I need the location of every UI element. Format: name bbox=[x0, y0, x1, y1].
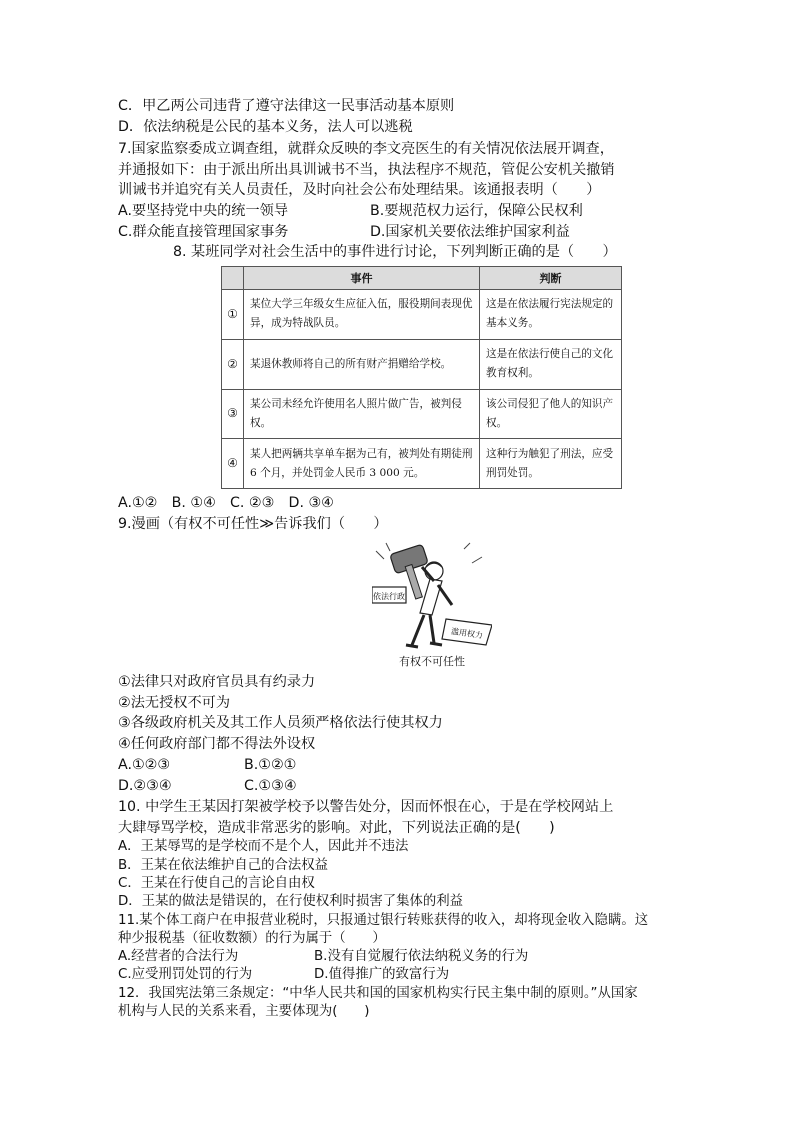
row-event: 某退休教师将自己的所有财产捐赠给学校。 bbox=[244, 339, 480, 389]
table-header-judgement: 判断 bbox=[480, 267, 622, 290]
cartoon-sign-left: 依法行政 bbox=[373, 592, 405, 601]
cartoon-sign-right: 滥用权力 bbox=[450, 626, 484, 641]
q9-option-a: A.①②③ bbox=[118, 757, 171, 773]
q10-option-b: B．王某在依法维护自己的合法权益 bbox=[118, 858, 329, 873]
q9-statement-4: ④任何政府部门都不得法外设权 bbox=[118, 736, 316, 752]
q7-option-a: A.要坚持党中央的统一领导 bbox=[118, 203, 289, 219]
row-judgement: 该公司侵犯了他人的知识产权。 bbox=[480, 389, 622, 439]
row-judgement: 这是在依法履行宪法规定的基本义务。 bbox=[480, 290, 622, 340]
row-event: 某人把两辆共享单车据为己有，被判处有期徒刑 6 个月，并处罚金人民币 3 000 元。 bbox=[244, 439, 480, 489]
q7-stem-line-2: 并通报如下：由于派出所出具训诫书不当，执法程序不规范，管促公安机关撤销 bbox=[118, 162, 615, 178]
row-judgement: 这是在依法行使自己的文化教育权利。 bbox=[480, 339, 622, 389]
row-number: ④ bbox=[222, 439, 244, 489]
table-row bbox=[222, 389, 622, 439]
q9-option-b: B.①②① bbox=[244, 757, 297, 773]
q9-statement-2: ②法无授权不可为 bbox=[118, 695, 231, 711]
q11-option-c: C.应受刑罚处罚的行为 bbox=[118, 967, 253, 982]
q10-stem-line-2: 大肆辱骂学校，造成非常恶劣的影响。对此，下列说法正确的是( ) bbox=[118, 820, 555, 836]
q11-stem-line-2: 种少报税基（征收数额）的行为属于（ ） bbox=[118, 931, 386, 946]
q9-option-c: C.①③④ bbox=[244, 778, 297, 794]
q7-option-c: C.群众能直接管理国家事务 bbox=[118, 224, 289, 240]
q11-option-d: D.值得推广的致富行为 bbox=[314, 967, 450, 982]
q11-option-b: B.没有自觉履行依法纳税义务的行为 bbox=[314, 949, 529, 964]
table-row bbox=[222, 290, 622, 340]
table-row bbox=[222, 339, 622, 389]
q9-statement-3: ③各级政府机关及其工作人员须严格依法行使其权力 bbox=[118, 715, 443, 731]
q7-stem-line-3: 训诫书并追究有关人员责任，及时向社会公布处理结果。该通报表明（ ） bbox=[118, 182, 601, 198]
q9-stem: 9.漫画（有权不可任性≫告诉我们（ ） bbox=[118, 516, 388, 532]
table-header-event: 事件 bbox=[244, 267, 480, 290]
q10-option-a: A．王某辱骂的是学校而不是个人，因此并不违法 bbox=[118, 839, 409, 854]
q12-stem-line-2: 机构与人民的关系来看，主要体现为( ) bbox=[118, 1004, 370, 1019]
event-judgement-table bbox=[221, 266, 622, 489]
cartoon-caption: 有权不可任性 bbox=[399, 655, 465, 668]
q10-stem-line-1: 10. 中学生王某因打架被学校予以警告处分，因而怀恨在心，于是在学校网站上 bbox=[118, 799, 614, 815]
q9-option-d: D.②③④ bbox=[118, 778, 172, 794]
q7-stem-line-1: 7.国家监察委成立调查组，就群众反映的李文亮医生的有关情况依法展开调查， bbox=[118, 141, 614, 157]
q7-option-d: D.国家机关要依法维护国家利益 bbox=[370, 224, 570, 240]
q11-stem-line-1: 11.某个体工商户在申报营业税时，只报通过银行转账获得的收入，却将现金收入隐瞒。这 bbox=[118, 913, 649, 928]
q8-stem: 8. 某班同学对社会生活中的事件进行讨论，下列判断正确的是（ ） bbox=[173, 244, 617, 260]
q10-option-d: D．王某的做法是错误的，在行使权利时损害了集体的利益 bbox=[118, 894, 464, 909]
table-row bbox=[222, 439, 622, 489]
q10-option-c: C．王某在行使自己的言论自由权 bbox=[118, 876, 315, 891]
q6-option-c: C．甲乙两公司违背了遵守法律这一民事活动基本原则 bbox=[118, 98, 455, 114]
row-event: 某位大学三年级女生应征入伍，服役期间表现优异，成为特战队员。 bbox=[244, 290, 480, 340]
q8-options: A.①② B. ①④ C. ②③ D. ③④ bbox=[118, 495, 334, 511]
row-judgement: 这种行为触犯了刑法，应受刑罚处罚。 bbox=[480, 439, 622, 489]
row-number: ② bbox=[222, 339, 244, 389]
q11-option-a: A.经营者的合法行为 bbox=[118, 949, 239, 964]
row-number: ③ bbox=[222, 389, 244, 439]
row-number: ① bbox=[222, 290, 244, 340]
q7-option-b: B.要规范权力运行，保障公民权利 bbox=[370, 203, 583, 219]
q12-stem-line-1: 12．我国宪法第三条规定：“中华人民共和国的国家机构实行民主集中制的原则。”从国家 bbox=[118, 986, 638, 1001]
cartoon-illustration bbox=[372, 541, 492, 671]
row-event: 某公司未经允许使用名人照片做广告，被判侵权。 bbox=[244, 389, 480, 439]
q6-option-d: D．依法纳税是公民的基本义务，法人可以逃税 bbox=[118, 119, 413, 135]
table-corner bbox=[222, 267, 244, 290]
q9-statement-1: ①法律只对政府官员具有约录力 bbox=[118, 674, 316, 690]
